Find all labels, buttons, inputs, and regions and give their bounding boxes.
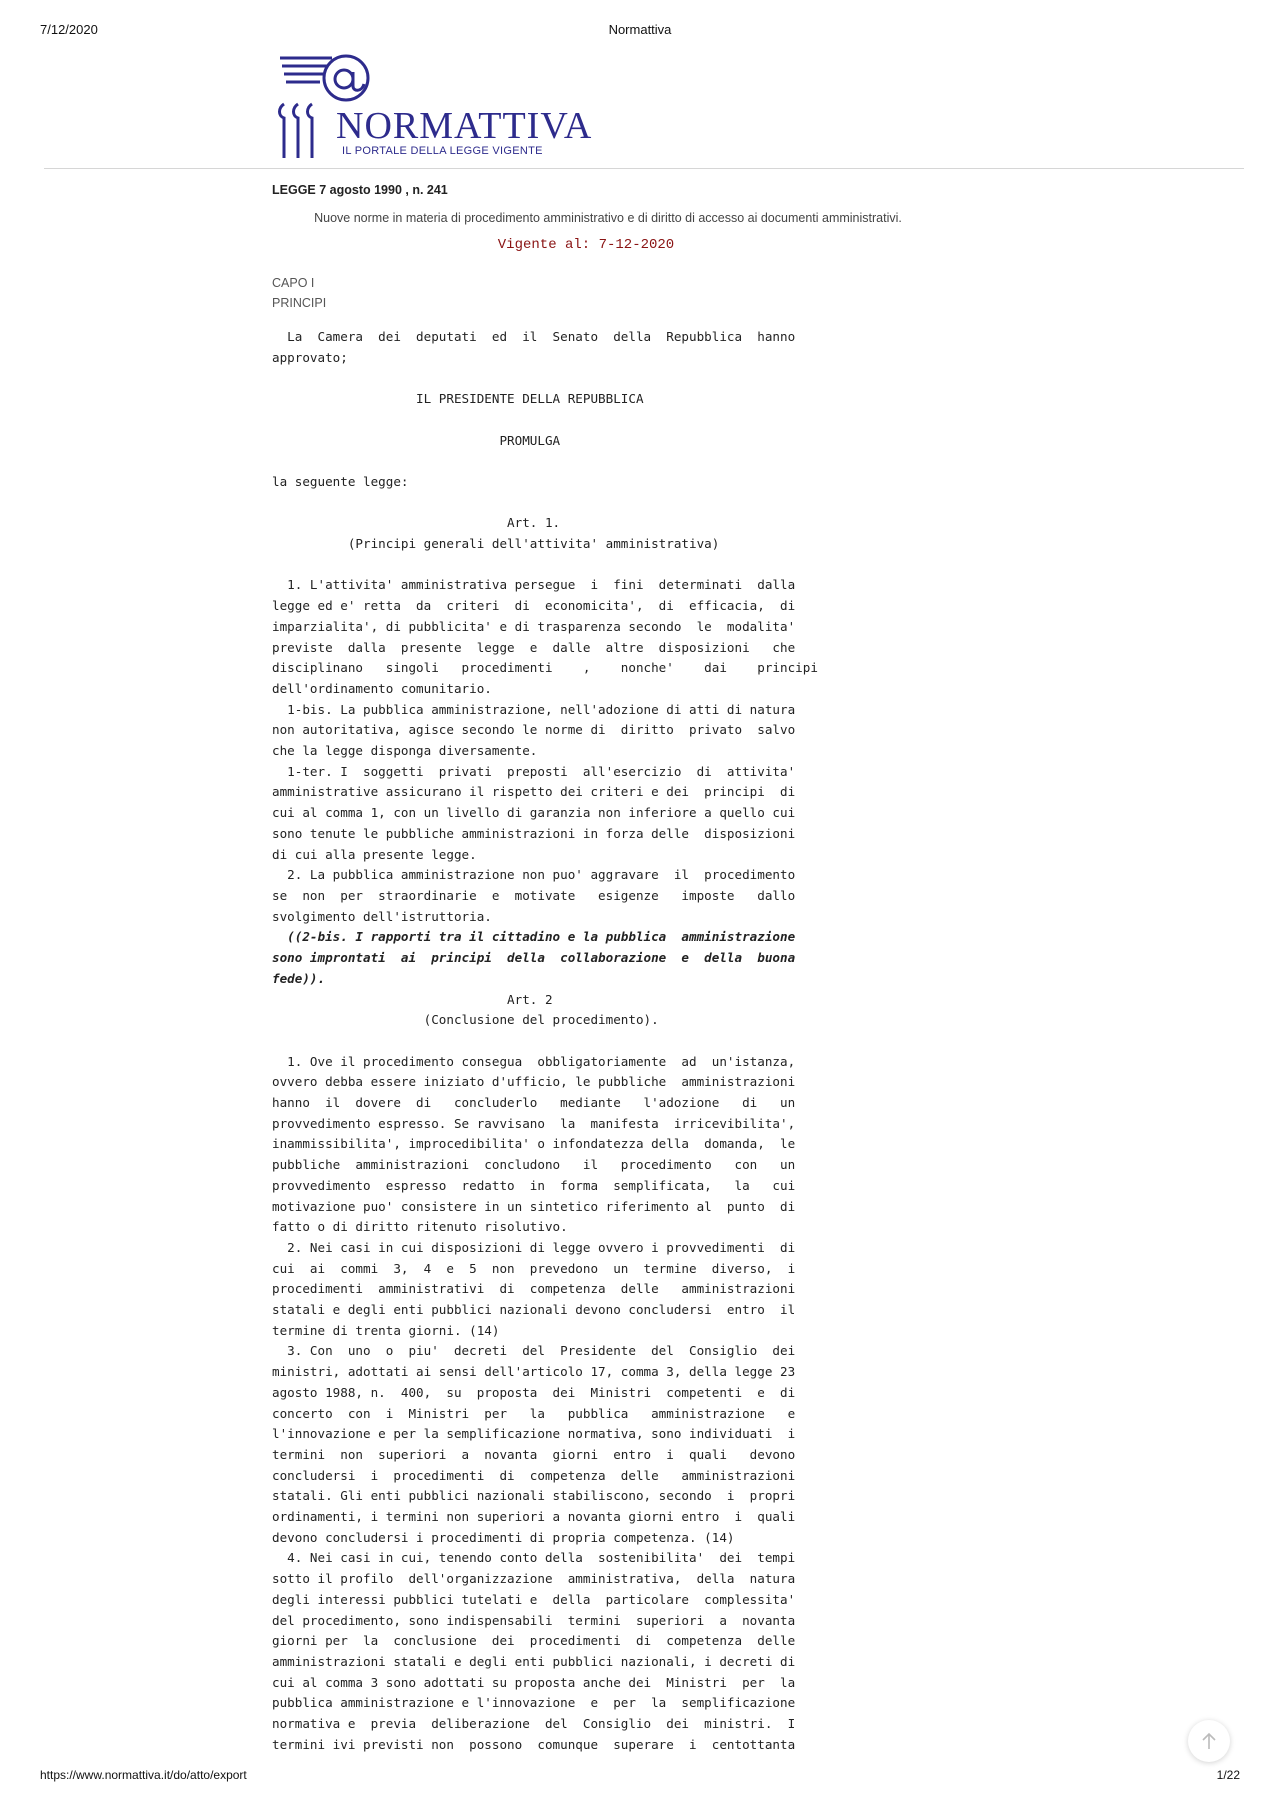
print-footer [40, 1768, 1240, 1788]
arrow-up-icon [1201, 1732, 1217, 1750]
capo-title: PRINCIPI [272, 296, 327, 310]
scroll-to-top-button[interactable] [1188, 1720, 1230, 1762]
print-header [40, 18, 1240, 38]
logo-tagline: IL PORTALE DELLA LEGGE VIGENTE [342, 145, 543, 157]
logo-wordmark: NORMATTIVA [336, 105, 593, 147]
page-number: 1/22 [1216, 1768, 1240, 1782]
law-text-intro: La Camera dei deputati ed il Senato della Repubblica hanno approvato; IL PRESIDENTE DELLA REPUBBLICA PROMULGA la seguente legge: Art. 1. (Principi generali dell'attivita' amministrativa) 1. L'attivita' amministrativa persegue i fini determinati dalla legge ed e' retta da criteri di economicita', di efficacia, di imparzialita', di pubblicita' e di trasparenza secondo le modalita' previste dalla presente legge e dalle altre disposizioni che disciplinano singoli procedimenti , nonche' dai principi dell'ordinamento comunitario. 1-bis. La pubblica amministrazione, nell'adozione di atti di natura non autoritativa, agisce secondo le norme di diritto privato salvo che la legge disponga diversamente. 1-ter. I soggetti privati preposti all'esercizio di attivita' amministrative assicurano il rispetto dei criteri e dei principi di cui al comma 1, con un livello di garanzia non inferiore a quello cui sono tenute le pubbliche amministrazioni in forza delle disposizioni di cui alla presente legge. 2. La pubblica amministrazione non puo' aggravare il procedimento se non per straordinarie e motivate esigenze imposte dallo svolgimento dell'istruttoria. [272, 329, 818, 924]
law-text-art2: Art. 2 (Conclusione del procedimento). 1. Ove il procedimento consegua obbligatoriamente ad un'istanza, ovvero debba essere iniziato d'ufficio, le pubbliche amministrazioni hanno il dovere di concluderlo mediante l'adozione di un provvedimento espresso. Se ravvisano la manifesta irricevibilita', inammissibilita', improcedibilita' o infondatezza della domanda, le pubbliche amministrazioni concludono il procedimento con un provvedimento espresso redatto in forma semplificata, la cui motivazione puo' consistere in un sintetico riferimento al punto di fatto o di diritto ritenuto risolutivo. 2. Nei casi in cui disposizioni di legge ovvero i provvedimenti di cui ai commi 3, 4 e 5 non prevedono un termine diverso, i procedimenti amministrativi di competenza delle amministrazioni statali e degli enti pubblici nazionali devono concludersi entro il termine di trenta giorni. (14) 3. Con uno o piu' decreti del Presidente del Consiglio dei ministri, adottati ai sensi dell'articolo 17, comma 3, della legge 23 agosto 1988, n. 400, su proposta dei Ministri competenti e di concerto con i Ministri per la pubblica amministrazione e l'innovazione e per la semplificazione normativa, sono individuati i termini non superiori a novanta giorni entro i quali devono concludersi i procedimenti di competenza delle amministrazioni statali. Gli enti pubblici nazionali stabiliscono, secondo i propri ordinamenti, i termini non superiori a novanta giorni entro i quali devono concludersi i procedimenti di propria competenza. (14) 4. Nei casi in cui, tenendo conto della sostenibilita' dei tempi sotto il profilo dell'organizzazione amministrativa, della natura degli interessi pubblici tutelati e della particolare complessita' del procedimento, sono indispensabili termini superiori a novanta giorni per la conclusione dei procedimenti di competenza delle amministrazioni statali e degli enti pubblici nazionali, i decreti di cui al comma 3 sono adottati su proposta anche dei Ministri per la pubblica amministrazione e l'innovazione e per la semplificazione normativa e previa deliberazione del Consiglio dei ministri. I termini ivi previsti non possono comunque superare i centottanta [272, 991, 796, 1752]
law-text-amendment: ((2-bis. I rapporti tra il cittadino e la pubblica amministrazione sono improntati ai principi della collaborazione e della buona fede)). [272, 929, 796, 986]
print-title: Normattiva [608, 22, 672, 37]
print-url: https://www.normattiva.it/do/atto/export [40, 1768, 247, 1782]
header-divider [44, 168, 1244, 169]
print-date: 7/12/2020 [40, 22, 98, 37]
law-title: LEGGE 7 agosto 1990 , n. 241 [272, 183, 448, 197]
capo-number: CAPO I [272, 276, 315, 290]
document-content [272, 183, 902, 1756]
law-subtitle: Nuove norme in materia di procedimento amministrativo e di diritto di accesso ai documenti amministrativi. [314, 211, 902, 225]
law-text [272, 327, 844, 1756]
capo-heading [272, 273, 844, 313]
vigente-date: Vigente al: 7-12-2020 [497, 237, 675, 253]
